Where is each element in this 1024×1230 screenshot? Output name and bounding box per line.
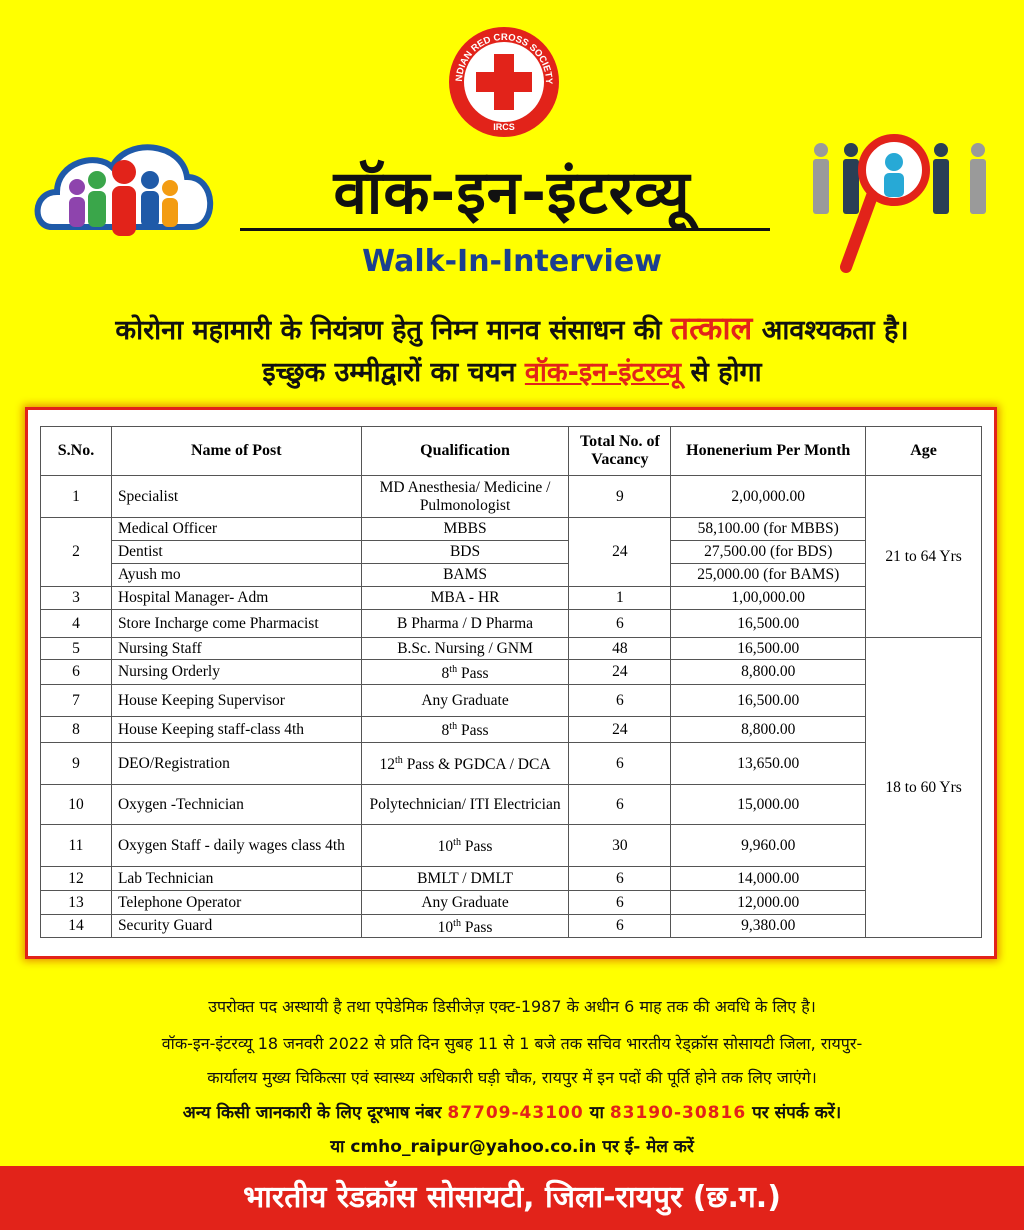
table-row: 6 Nursing Orderly 8th Pass 24 8,800.00 <box>41 660 982 685</box>
vacancy-table <box>40 426 982 938</box>
table-row: 1 Specialist MD Anesthesia/ Medicine / Pulmonologist 9 2,00,000.00 21 to 64 Yrs <box>41 476 982 518</box>
logo-abbr: IRCS <box>493 122 515 132</box>
email-line: या cmho_raipur@yahoo.co.in पर ई- मेल करें <box>330 1137 694 1157</box>
table-row: 8 House Keeping staff-class 4th 8th Pass 24 8,800.00 <box>41 717 982 743</box>
table-row: 13 Telephone Operator Any Graduate 6 12,000.00 <box>41 891 982 915</box>
table-row: 11 Oxygen Staff - daily wages class 4th 10th Pass 30 9,960.00 <box>41 825 982 867</box>
header-vacancy: Total No. of Vacancy <box>569 427 671 476</box>
intro-line-2: इच्छुक उम्मीद्वारों का चयन वॉक-इन-इंटरव्यू से होगा <box>262 357 762 388</box>
header-age: Age <box>866 427 982 476</box>
people-group-icon <box>32 132 217 252</box>
phone-number-2[interactable]: 83190-30816 <box>609 1103 747 1123</box>
vacancy-table-frame <box>28 410 994 956</box>
email-link[interactable]: cmho_raipur@yahoo.co.in <box>350 1137 597 1157</box>
title-hindi: वॉक-इन-इंटरव्यू <box>333 158 691 228</box>
organization-banner: भारतीय रेडक्रॉस सोसायटी, जिला-रायपुर (छ.ग.) <box>0 1166 1024 1230</box>
logo-ring-text: NDIAN RED CROSS SOCIETY <box>453 31 555 85</box>
contact-line: अन्य किसी जानकारी के लिए दूरभाष नंबर 87709-43100 या 83190-30816 पर संपर्क करें। <box>182 1103 842 1123</box>
table-row: 10 Oxygen -Technician Polytechnician/ ITI Electrician 6 15,000.00 <box>41 785 982 825</box>
footer-note-2: वॉक-इन-इंटरव्यू 18 जनवरी 2022 से प्रति दिन सुबह 11 से 1 बजे तक सचिव भारतीय रेड्क्रॉस सोसायटी जिला, रायपुर- <box>161 1034 863 1053</box>
table-row: 3 Hospital Manager- Adm MBA - HR 1 1,00,000.00 <box>41 587 982 610</box>
header-sno: S.No. <box>41 427 112 476</box>
red-cross-logo <box>448 26 560 138</box>
header-honorarium: Honenerium Per Month <box>671 427 866 476</box>
intro-line-1: कोरोना महामारी के नियंत्रण हेतु निम्न मानव संसाधन की तत्काल आवश्यकता है। <box>115 309 909 347</box>
table-row: Dentist BDS 27,500.00 (for BDS) <box>41 541 982 564</box>
table-row: 2 Medical Officer MBBS 24 58,100.00 (for MBBS) <box>41 518 982 541</box>
title-underline <box>240 228 770 231</box>
table-row: 12 Lab Technician BMLT / DMLT 6 14,000.00 <box>41 867 982 891</box>
age-group-2: 18 to 60 Yrs <box>866 638 982 938</box>
table-row: 9 DEO/Registration 12th Pass & PGDCA / DCA 6 13,650.00 <box>41 743 982 785</box>
footer-note-1: उपरोक्त पद अस्थायी है तथा एपेडेमिक डिसीजेज़ एक्ट-1987 के अधीन 6 माह तक की अवधि के लिए है। <box>208 997 816 1016</box>
header-qualification: Qualification <box>361 427 569 476</box>
title-english: Walk-In-Interview <box>362 244 662 279</box>
walk-in-highlight: वॉक-इन-इंटरव्यू <box>524 357 682 388</box>
table-row: 7 House Keeping Supervisor Any Graduate 6 16,500.00 <box>41 685 982 717</box>
urgent-highlight: तत्काल <box>670 309 753 347</box>
table-row: 4 Store Incharge come Pharmacist B Pharma / D Pharma 6 16,500.00 <box>41 610 982 638</box>
header-post: Name of Post <box>111 427 361 476</box>
phone-number-1[interactable]: 87709-43100 <box>447 1103 584 1123</box>
table-row: Ayush mo BAMS 25,000.00 (for BAMS) <box>41 564 982 587</box>
footer-note-3: कार्यालय मुख्य चिकित्सा एवं स्वास्थ्य अधिकारी घड़ी चौक, रायपुर में इन पदों की पूर्ति होने तक लिए जाएंगे। <box>207 1068 817 1087</box>
age-group-1: 21 to 64 Yrs <box>866 476 982 638</box>
table-row: 5 Nursing Staff B.Sc. Nursing / GNM 48 16,500.00 18 to 60 Yrs <box>41 638 982 660</box>
table-row: 14 Security Guard 10th Pass 6 9,380.00 <box>41 915 982 938</box>
table-header-row <box>41 427 982 476</box>
